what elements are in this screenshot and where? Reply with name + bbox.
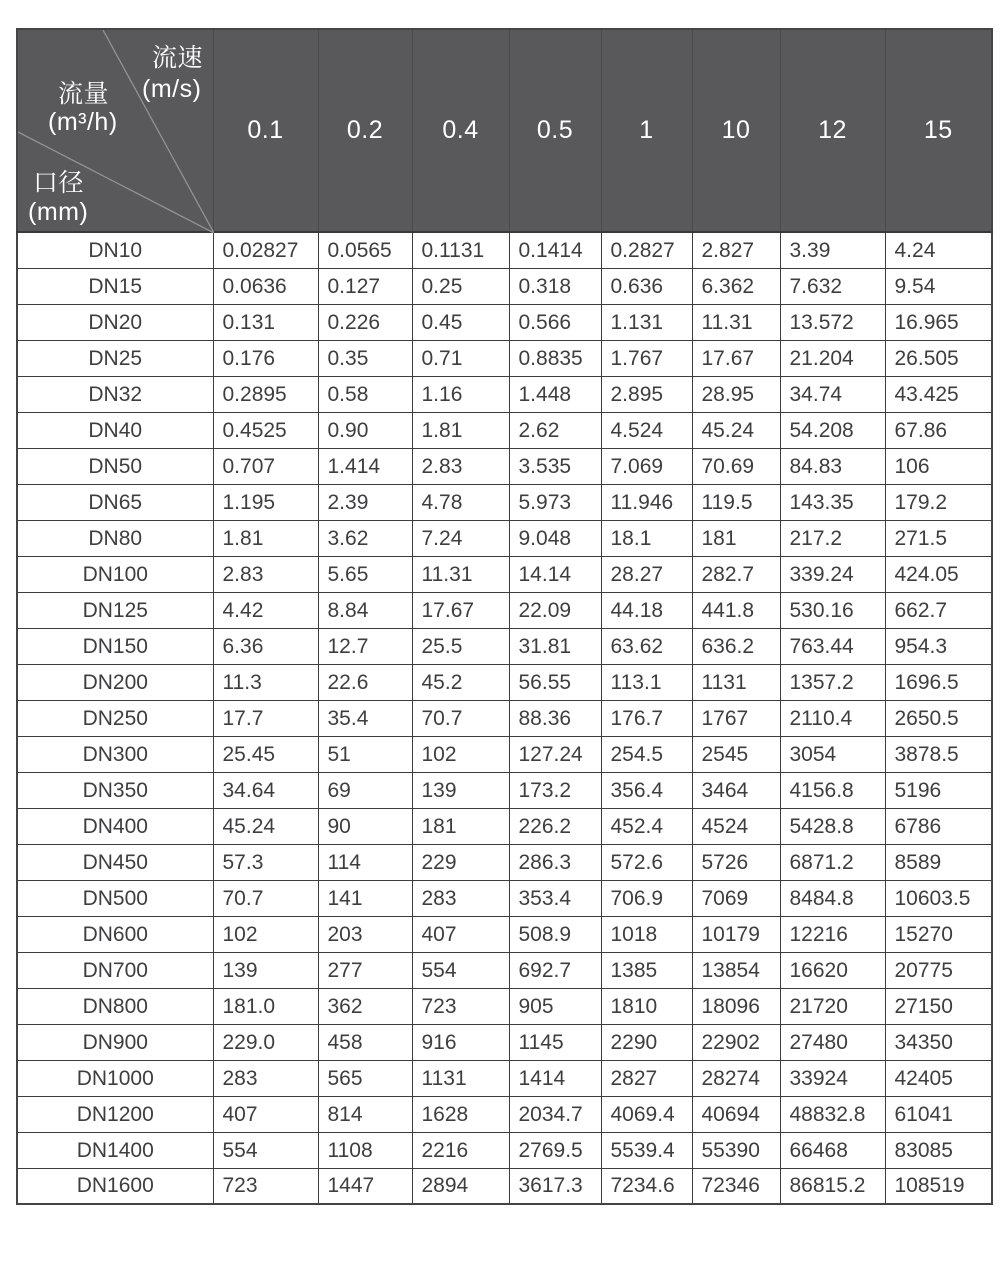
value-cell: 28.27: [601, 556, 692, 592]
value-cell: 10179: [692, 916, 780, 952]
value-cell: 143.35: [780, 484, 885, 520]
dn-cell: DN125: [17, 592, 213, 628]
value-cell: 424.05: [885, 556, 992, 592]
value-cell: 17.7: [213, 700, 318, 736]
table-row: [17, 232, 992, 268]
value-cell: 441.8: [692, 592, 780, 628]
table-row: [17, 304, 992, 340]
value-cell: 1628: [412, 1096, 509, 1132]
table-row: [17, 376, 992, 412]
value-cell: 1696.5: [885, 664, 992, 700]
value-cell: 43.425: [885, 376, 992, 412]
value-cell: 114: [318, 844, 412, 880]
table-row: [17, 880, 992, 916]
value-cell: 22.09: [509, 592, 601, 628]
value-cell: 554: [412, 952, 509, 988]
value-cell: 1131: [412, 1060, 509, 1096]
value-cell: 0.2895: [213, 376, 318, 412]
dn-cell: DN350: [17, 772, 213, 808]
table-row: [17, 1060, 992, 1096]
dn-cell: DN80: [17, 520, 213, 556]
value-cell: 7.069: [601, 448, 692, 484]
value-cell: 0.8835: [509, 340, 601, 376]
value-cell: 9.54: [885, 268, 992, 304]
table-row: [17, 340, 992, 376]
value-cell: 5726: [692, 844, 780, 880]
value-cell: 13.572: [780, 304, 885, 340]
dn-cell: DN32: [17, 376, 213, 412]
value-cell: 283: [213, 1060, 318, 1096]
value-cell: 70.7: [213, 880, 318, 916]
value-cell: 1018: [601, 916, 692, 952]
table-row: [17, 808, 992, 844]
value-cell: 1.195: [213, 484, 318, 520]
value-cell: 2216: [412, 1132, 509, 1168]
value-cell: 57.3: [213, 844, 318, 880]
value-cell: 5539.4: [601, 1132, 692, 1168]
value-cell: 63.62: [601, 628, 692, 664]
value-cell: 55390: [692, 1132, 780, 1168]
value-cell: 12216: [780, 916, 885, 952]
value-cell: 636.2: [692, 628, 780, 664]
table-body: [17, 232, 992, 1204]
value-cell: 905: [509, 988, 601, 1024]
table-row: [17, 772, 992, 808]
velocity-column-header: 0.5: [509, 29, 601, 232]
value-cell: 22902: [692, 1024, 780, 1060]
value-cell: 0.1414: [509, 232, 601, 268]
table-row: [17, 700, 992, 736]
value-cell: 2.39: [318, 484, 412, 520]
value-cell: 34350: [885, 1024, 992, 1060]
value-cell: 814: [318, 1096, 412, 1132]
value-cell: 3878.5: [885, 736, 992, 772]
value-cell: 3.535: [509, 448, 601, 484]
value-cell: 0.25: [412, 268, 509, 304]
value-cell: 5.65: [318, 556, 412, 592]
value-cell: 1447: [318, 1168, 412, 1204]
value-cell: 1.131: [601, 304, 692, 340]
value-cell: 20775: [885, 952, 992, 988]
dn-cell: DN1400: [17, 1132, 213, 1168]
value-cell: 15270: [885, 916, 992, 952]
value-cell: 254.5: [601, 736, 692, 772]
value-cell: 16620: [780, 952, 885, 988]
dn-cell: DN20: [17, 304, 213, 340]
value-cell: 28274: [692, 1060, 780, 1096]
value-cell: 229.0: [213, 1024, 318, 1060]
dn-cell: DN1600: [17, 1168, 213, 1204]
value-cell: 1108: [318, 1132, 412, 1168]
value-cell: 0.127: [318, 268, 412, 304]
value-cell: 2110.4: [780, 700, 885, 736]
value-cell: 108519: [885, 1168, 992, 1204]
value-cell: 356.4: [601, 772, 692, 808]
value-cell: 8484.8: [780, 880, 885, 916]
velocity-axis-label: 流速: [152, 44, 204, 72]
value-cell: 6.362: [692, 268, 780, 304]
value-cell: 7.24: [412, 520, 509, 556]
value-cell: 0.636: [601, 268, 692, 304]
value-cell: 407: [213, 1096, 318, 1132]
value-cell: 10603.5: [885, 880, 992, 916]
value-cell: 7.632: [780, 268, 885, 304]
value-cell: 565: [318, 1060, 412, 1096]
value-cell: 17.67: [412, 592, 509, 628]
value-cell: 0.45: [412, 304, 509, 340]
value-cell: 0.58: [318, 376, 412, 412]
value-cell: 34.64: [213, 772, 318, 808]
value-cell: 22.6: [318, 664, 412, 700]
value-cell: 662.7: [885, 592, 992, 628]
value-cell: 0.02827: [213, 232, 318, 268]
value-cell: 4.524: [601, 412, 692, 448]
value-cell: 35.4: [318, 700, 412, 736]
value-cell: 2827: [601, 1060, 692, 1096]
value-cell: 1414: [509, 1060, 601, 1096]
value-cell: 3464: [692, 772, 780, 808]
value-cell: 954.3: [885, 628, 992, 664]
value-cell: 26.505: [885, 340, 992, 376]
table-row: [17, 844, 992, 880]
table-row: [17, 556, 992, 592]
table-row: [17, 268, 992, 304]
value-cell: 0.4525: [213, 412, 318, 448]
value-cell: 179.2: [885, 484, 992, 520]
value-cell: 2290: [601, 1024, 692, 1060]
value-cell: 45.2: [412, 664, 509, 700]
value-cell: 3.39: [780, 232, 885, 268]
value-cell: 339.24: [780, 556, 885, 592]
value-cell: 0.707: [213, 448, 318, 484]
value-cell: 0.226: [318, 304, 412, 340]
value-cell: 14.14: [509, 556, 601, 592]
table-row: [17, 520, 992, 556]
value-cell: 4.78: [412, 484, 509, 520]
value-cell: 1810: [601, 988, 692, 1024]
value-cell: 102: [412, 736, 509, 772]
value-cell: 31.81: [509, 628, 601, 664]
value-cell: 0.71: [412, 340, 509, 376]
value-cell: 25.5: [412, 628, 509, 664]
value-cell: 11.3: [213, 664, 318, 700]
value-cell: 1357.2: [780, 664, 885, 700]
dn-cell: DN15: [17, 268, 213, 304]
value-cell: 2650.5: [885, 700, 992, 736]
value-cell: 18096: [692, 988, 780, 1024]
value-cell: 3054: [780, 736, 885, 772]
dn-cell: DN800: [17, 988, 213, 1024]
value-cell: 2769.5: [509, 1132, 601, 1168]
value-cell: 44.18: [601, 592, 692, 628]
value-cell: 282.7: [692, 556, 780, 592]
value-cell: 229: [412, 844, 509, 880]
value-cell: 139: [412, 772, 509, 808]
value-cell: 458: [318, 1024, 412, 1060]
value-cell: 12.7: [318, 628, 412, 664]
value-cell: 0.318: [509, 268, 601, 304]
dn-cell: DN65: [17, 484, 213, 520]
value-cell: 18.1: [601, 520, 692, 556]
value-cell: 362: [318, 988, 412, 1024]
value-cell: 6871.2: [780, 844, 885, 880]
value-cell: 45.24: [692, 412, 780, 448]
table-row: [17, 448, 992, 484]
value-cell: 21720: [780, 988, 885, 1024]
table-row: [17, 412, 992, 448]
velocity-column-header: 15: [885, 29, 992, 232]
value-cell: 70.69: [692, 448, 780, 484]
value-cell: 271.5: [885, 520, 992, 556]
table-row: [17, 1132, 992, 1168]
value-cell: 4.42: [213, 592, 318, 628]
value-cell: 33924: [780, 1060, 885, 1096]
value-cell: 6.36: [213, 628, 318, 664]
value-cell: 5428.8: [780, 808, 885, 844]
value-cell: 530.16: [780, 592, 885, 628]
value-cell: 67.86: [885, 412, 992, 448]
table-row: [17, 664, 992, 700]
value-cell: 763.44: [780, 628, 885, 664]
value-cell: 9.048: [509, 520, 601, 556]
dn-cell: DN600: [17, 916, 213, 952]
value-cell: 1.448: [509, 376, 601, 412]
value-cell: 508.9: [509, 916, 601, 952]
dn-cell: DN50: [17, 448, 213, 484]
value-cell: 11.946: [601, 484, 692, 520]
value-cell: 723: [412, 988, 509, 1024]
value-cell: 5.973: [509, 484, 601, 520]
value-cell: 106: [885, 448, 992, 484]
value-cell: 452.4: [601, 808, 692, 844]
table-row: [17, 484, 992, 520]
value-cell: 88.36: [509, 700, 601, 736]
value-cell: 1385: [601, 952, 692, 988]
value-cell: 2.62: [509, 412, 601, 448]
table-row: [17, 952, 992, 988]
flow-axis-label: 流量: [58, 80, 110, 108]
table-row: [17, 1024, 992, 1060]
value-cell: 0.2827: [601, 232, 692, 268]
value-cell: 42405: [885, 1060, 992, 1096]
value-cell: 173.2: [509, 772, 601, 808]
value-cell: 0.35: [318, 340, 412, 376]
value-cell: 45.24: [213, 808, 318, 844]
value-cell: 1.81: [412, 412, 509, 448]
value-cell: 127.24: [509, 736, 601, 772]
value-cell: 2.83: [213, 556, 318, 592]
dn-cell: DN500: [17, 880, 213, 916]
value-cell: 1.414: [318, 448, 412, 484]
value-cell: 2.827: [692, 232, 780, 268]
value-cell: 51: [318, 736, 412, 772]
value-cell: 7069: [692, 880, 780, 916]
dn-cell: DN300: [17, 736, 213, 772]
dn-cell: DN900: [17, 1024, 213, 1060]
value-cell: 16.965: [885, 304, 992, 340]
dn-cell: DN25: [17, 340, 213, 376]
value-cell: 0.131: [213, 304, 318, 340]
value-cell: 1767: [692, 700, 780, 736]
dn-cell: DN40: [17, 412, 213, 448]
value-cell: 2.83: [412, 448, 509, 484]
value-cell: 8.84: [318, 592, 412, 628]
value-cell: 0.566: [509, 304, 601, 340]
velocity-column-header: 0.1: [213, 29, 318, 232]
dn-cell: DN100: [17, 556, 213, 592]
value-cell: 0.0565: [318, 232, 412, 268]
value-cell: 7234.6: [601, 1168, 692, 1204]
value-cell: 181: [692, 520, 780, 556]
value-cell: 84.83: [780, 448, 885, 484]
value-cell: 139: [213, 952, 318, 988]
dn-cell: DN10: [17, 232, 213, 268]
diameter-axis-unit: (mm): [28, 198, 89, 226]
table-row: [17, 736, 992, 772]
table-row: [17, 988, 992, 1024]
table-row: [17, 628, 992, 664]
dn-cell: DN700: [17, 952, 213, 988]
value-cell: 554: [213, 1132, 318, 1168]
value-cell: 226.2: [509, 808, 601, 844]
value-cell: 5196: [885, 772, 992, 808]
value-cell: 1.767: [601, 340, 692, 376]
value-cell: 0.0636: [213, 268, 318, 304]
table-row: [17, 916, 992, 952]
value-cell: 0.1131: [412, 232, 509, 268]
value-cell: 916: [412, 1024, 509, 1060]
value-cell: 181: [412, 808, 509, 844]
value-cell: 2034.7: [509, 1096, 601, 1132]
value-cell: 3.62: [318, 520, 412, 556]
value-cell: 3617.3: [509, 1168, 601, 1204]
value-cell: 0.90: [318, 412, 412, 448]
value-cell: 176.7: [601, 700, 692, 736]
value-cell: 13854: [692, 952, 780, 988]
value-cell: 286.3: [509, 844, 601, 880]
corner-header-cell: [17, 29, 213, 232]
value-cell: 4069.4: [601, 1096, 692, 1132]
value-cell: 69: [318, 772, 412, 808]
value-cell: 2545: [692, 736, 780, 772]
value-cell: 54.208: [780, 412, 885, 448]
table-row: [17, 592, 992, 628]
velocity-column-header: 10: [692, 29, 780, 232]
value-cell: 70.7: [412, 700, 509, 736]
value-cell: 72346: [692, 1168, 780, 1204]
value-cell: 1131: [692, 664, 780, 700]
value-cell: 277: [318, 952, 412, 988]
value-cell: 83085: [885, 1132, 992, 1168]
dn-cell: DN450: [17, 844, 213, 880]
value-cell: 353.4: [509, 880, 601, 916]
velocity-column-header: 0.4: [412, 29, 509, 232]
value-cell: 407: [412, 916, 509, 952]
dn-cell: DN400: [17, 808, 213, 844]
value-cell: 61041: [885, 1096, 992, 1132]
velocity-column-header: 1: [601, 29, 692, 232]
value-cell: 141: [318, 880, 412, 916]
value-cell: 4.24: [885, 232, 992, 268]
value-cell: 692.7: [509, 952, 601, 988]
value-cell: 6786: [885, 808, 992, 844]
dn-cell: DN250: [17, 700, 213, 736]
value-cell: 1.16: [412, 376, 509, 412]
value-cell: 11.31: [692, 304, 780, 340]
value-cell: 28.95: [692, 376, 780, 412]
header-row: [17, 29, 992, 232]
value-cell: 1.81: [213, 520, 318, 556]
velocity-column-header: 12: [780, 29, 885, 232]
flow-axis-unit: (m³/h): [48, 108, 118, 136]
value-cell: 203: [318, 916, 412, 952]
flow-rate-table: [16, 28, 993, 1205]
value-cell: 1145: [509, 1024, 601, 1060]
value-cell: 90: [318, 808, 412, 844]
value-cell: 8589: [885, 844, 992, 880]
dn-cell: DN200: [17, 664, 213, 700]
value-cell: 706.9: [601, 880, 692, 916]
value-cell: 119.5: [692, 484, 780, 520]
value-cell: 283: [412, 880, 509, 916]
value-cell: 102: [213, 916, 318, 952]
diameter-axis-label: 口径: [33, 169, 85, 197]
value-cell: 2894: [412, 1168, 509, 1204]
value-cell: 723: [213, 1168, 318, 1204]
value-cell: 25.45: [213, 736, 318, 772]
value-cell: 66468: [780, 1132, 885, 1168]
value-cell: 572.6: [601, 844, 692, 880]
value-cell: 181.0: [213, 988, 318, 1024]
dn-cell: DN1200: [17, 1096, 213, 1132]
value-cell: 2.895: [601, 376, 692, 412]
value-cell: 56.55: [509, 664, 601, 700]
value-cell: 0.176: [213, 340, 318, 376]
table-row: [17, 1168, 992, 1204]
table-row: [17, 1096, 992, 1132]
value-cell: 217.2: [780, 520, 885, 556]
dn-cell: DN150: [17, 628, 213, 664]
value-cell: 34.74: [780, 376, 885, 412]
value-cell: 48832.8: [780, 1096, 885, 1132]
value-cell: 86815.2: [780, 1168, 885, 1204]
velocity-column-header: 0.2: [318, 29, 412, 232]
value-cell: 40694: [692, 1096, 780, 1132]
velocity-axis-unit: (m/s): [142, 75, 202, 103]
value-cell: 27150: [885, 988, 992, 1024]
dn-cell: DN1000: [17, 1060, 213, 1096]
value-cell: 11.31: [412, 556, 509, 592]
value-cell: 4156.8: [780, 772, 885, 808]
value-cell: 21.204: [780, 340, 885, 376]
value-cell: 113.1: [601, 664, 692, 700]
value-cell: 27480: [780, 1024, 885, 1060]
value-cell: 17.67: [692, 340, 780, 376]
value-cell: 4524: [692, 808, 780, 844]
